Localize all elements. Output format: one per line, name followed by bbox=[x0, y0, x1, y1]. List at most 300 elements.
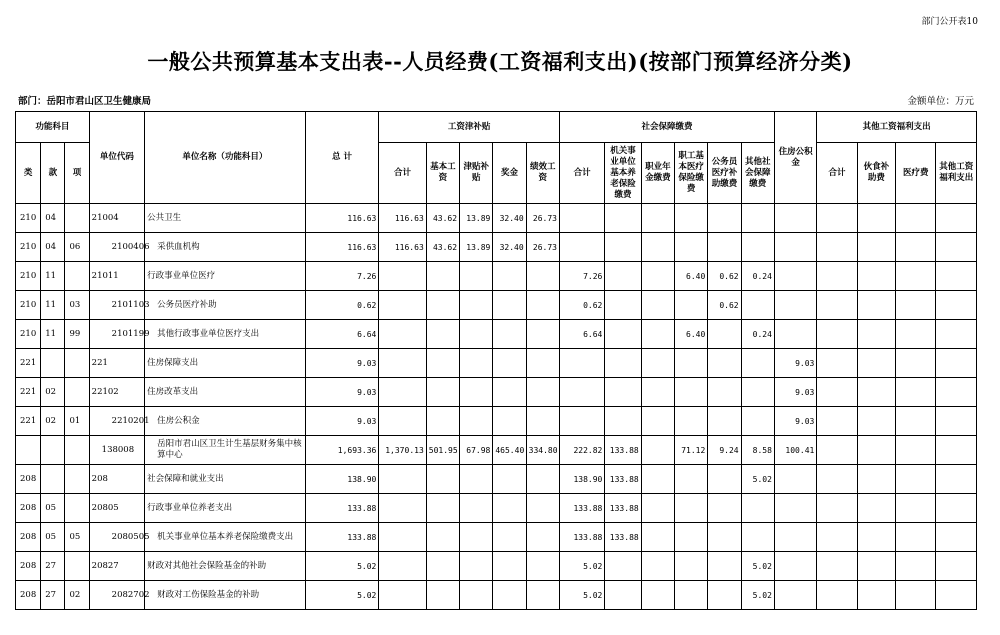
cell-kuan bbox=[41, 349, 65, 378]
cell-w-bonus: 32.40 bbox=[493, 204, 526, 233]
cell-s-other bbox=[741, 349, 774, 378]
cell-name: 岳阳市君山区卫生计生基层财务集中核算中心 bbox=[145, 436, 305, 465]
cell-s-medical bbox=[675, 407, 708, 436]
header-other-welfare: 其他工资福利支出 bbox=[936, 143, 977, 204]
cell-w-allow bbox=[460, 320, 493, 349]
cell-code: 21004 bbox=[89, 204, 145, 233]
cell-s-pension: 133.88 bbox=[605, 523, 641, 552]
cell-total: 7.26 bbox=[305, 262, 379, 291]
cell-housing bbox=[774, 291, 816, 320]
header-unit-name: 单位名称（功能科目） bbox=[145, 112, 305, 204]
cell-s-annuity bbox=[641, 407, 674, 436]
cell-o-other bbox=[936, 378, 977, 407]
cell-o-sum bbox=[817, 320, 857, 349]
cell-o-food bbox=[857, 523, 895, 552]
cell-o-food bbox=[857, 291, 895, 320]
header-performance-wage: 绩效工资 bbox=[526, 143, 559, 204]
cell-w-perf bbox=[526, 581, 559, 610]
header-civil-medical: 公务员医疗补助缴费 bbox=[708, 143, 741, 204]
cell-s-other bbox=[741, 291, 774, 320]
cell-s-sum bbox=[559, 233, 604, 262]
cell-o-med bbox=[896, 465, 936, 494]
cell-s-annuity bbox=[641, 262, 674, 291]
cell-housing: 9.03 bbox=[774, 349, 816, 378]
cell-xiang: 01 bbox=[65, 407, 89, 436]
header-food-allowance: 伙食补助费 bbox=[857, 143, 895, 204]
cell-s-sum bbox=[559, 204, 604, 233]
cell-housing bbox=[774, 204, 816, 233]
cell-kuan: 11 bbox=[41, 320, 65, 349]
cell-w-basic: 501.95 bbox=[426, 436, 459, 465]
cell-s-annuity bbox=[641, 204, 674, 233]
cell-w-perf bbox=[526, 378, 559, 407]
header-basic-wage: 基本工资 bbox=[426, 143, 459, 204]
cell-w-perf: 26.73 bbox=[526, 233, 559, 262]
cell-total: 116.63 bbox=[305, 233, 379, 262]
header-housing: 住房公积金 bbox=[774, 112, 816, 204]
cell-lei: 208 bbox=[16, 523, 41, 552]
cell-w-sum bbox=[379, 494, 426, 523]
header-bonus: 奖金 bbox=[493, 143, 526, 204]
cell-w-basic bbox=[426, 349, 459, 378]
cell-w-basic bbox=[426, 552, 459, 581]
cell-w-allow bbox=[460, 581, 493, 610]
cell-w-basic bbox=[426, 320, 459, 349]
header-other-social: 其他社会保障缴费 bbox=[741, 143, 774, 204]
cell-housing bbox=[774, 233, 816, 262]
cell-o-food bbox=[857, 436, 895, 465]
cell-s-medical: 71.12 bbox=[675, 436, 708, 465]
cell-o-food bbox=[857, 581, 895, 610]
cell-housing bbox=[774, 262, 816, 291]
cell-housing: 9.03 bbox=[774, 378, 816, 407]
table-row bbox=[16, 204, 977, 233]
cell-s-other: 5.02 bbox=[741, 465, 774, 494]
cell-lei: 208 bbox=[16, 552, 41, 581]
cell-lei: 221 bbox=[16, 407, 41, 436]
cell-o-sum bbox=[817, 523, 857, 552]
header-lei: 类 bbox=[16, 143, 41, 204]
currency-unit-label: 金额单位：万元 bbox=[907, 96, 974, 107]
cell-w-sum bbox=[379, 407, 426, 436]
header-annuity: 职业年金缴费 bbox=[641, 143, 674, 204]
cell-o-other bbox=[936, 262, 977, 291]
cell-w-perf bbox=[526, 494, 559, 523]
cell-o-sum bbox=[817, 465, 857, 494]
header-allowance: 津贴补贴 bbox=[460, 143, 493, 204]
cell-xiang bbox=[65, 552, 89, 581]
cell-kuan: 04 bbox=[41, 204, 65, 233]
cell-housing: 9.03 bbox=[774, 407, 816, 436]
cell-w-basic bbox=[426, 262, 459, 291]
cell-s-pension bbox=[605, 581, 641, 610]
cell-xiang: 03 bbox=[65, 291, 89, 320]
cell-o-other bbox=[936, 291, 977, 320]
cell-lei: 221 bbox=[16, 378, 41, 407]
cell-w-basic bbox=[426, 494, 459, 523]
cell-s-annuity bbox=[641, 378, 674, 407]
cell-o-food bbox=[857, 407, 895, 436]
cell-s-sum: 5.02 bbox=[559, 581, 604, 610]
cell-s-annuity bbox=[641, 320, 674, 349]
cell-w-allow bbox=[460, 262, 493, 291]
cell-kuan: 04 bbox=[41, 233, 65, 262]
cell-w-allow bbox=[460, 407, 493, 436]
cell-w-sum: 1,370.13 bbox=[379, 436, 426, 465]
cell-w-bonus: 465.40 bbox=[493, 436, 526, 465]
cell-s-sum: 0.62 bbox=[559, 291, 604, 320]
cell-s-sum: 7.26 bbox=[559, 262, 604, 291]
cell-o-med bbox=[896, 291, 936, 320]
cell-o-med bbox=[896, 407, 936, 436]
cell-w-bonus: 32.40 bbox=[493, 233, 526, 262]
cell-o-sum bbox=[817, 436, 857, 465]
cell-w-allow bbox=[460, 494, 493, 523]
cell-code: 2080505 bbox=[89, 523, 145, 552]
cell-name: 采供血机构 bbox=[145, 233, 305, 262]
cell-o-med bbox=[896, 320, 936, 349]
cell-s-sum: 138.90 bbox=[559, 465, 604, 494]
cell-xiang bbox=[65, 262, 89, 291]
cell-xiang: 06 bbox=[65, 233, 89, 262]
cell-o-other bbox=[936, 581, 977, 610]
cell-s-other: 8.58 bbox=[741, 436, 774, 465]
cell-name: 公务员医疗补助 bbox=[145, 291, 305, 320]
cell-o-food bbox=[857, 262, 895, 291]
cell-s-civil bbox=[708, 204, 741, 233]
header-func-subject: 功能科目 bbox=[16, 112, 90, 143]
cell-total: 9.03 bbox=[305, 349, 379, 378]
cell-w-bonus bbox=[493, 349, 526, 378]
cell-s-pension bbox=[605, 378, 641, 407]
cell-w-basic bbox=[426, 523, 459, 552]
cell-o-other bbox=[936, 494, 977, 523]
cell-xiang bbox=[65, 494, 89, 523]
cell-s-annuity bbox=[641, 523, 674, 552]
cell-w-sum bbox=[379, 262, 426, 291]
header-other-group: 其他工资福利支出 bbox=[817, 112, 977, 143]
cell-s-civil bbox=[708, 494, 741, 523]
cell-lei: 210 bbox=[16, 233, 41, 262]
table-row bbox=[16, 523, 977, 552]
cell-o-med bbox=[896, 204, 936, 233]
cell-name: 行政事业单位医疗 bbox=[145, 262, 305, 291]
cell-s-civil bbox=[708, 523, 741, 552]
cell-o-other bbox=[936, 204, 977, 233]
cell-s-medical: 6.40 bbox=[675, 320, 708, 349]
cell-s-pension bbox=[605, 291, 641, 320]
cell-s-medical bbox=[675, 581, 708, 610]
cell-s-civil bbox=[708, 465, 741, 494]
cell-lei: 210 bbox=[16, 291, 41, 320]
cell-code: 22102 bbox=[89, 378, 145, 407]
cell-xiang bbox=[65, 204, 89, 233]
cell-s-other bbox=[741, 407, 774, 436]
cell-o-other bbox=[936, 407, 977, 436]
cell-o-sum bbox=[817, 204, 857, 233]
cell-w-basic bbox=[426, 378, 459, 407]
cell-s-medical bbox=[675, 465, 708, 494]
cell-w-perf bbox=[526, 262, 559, 291]
cell-s-other bbox=[741, 378, 774, 407]
cell-total: 6.64 bbox=[305, 320, 379, 349]
cell-o-med bbox=[896, 233, 936, 262]
cell-s-sum: 222.82 bbox=[559, 436, 604, 465]
page-title: 一般公共预算基本支出表--人员经费(工资福利支出)(按部门预算经济分类) bbox=[147, 49, 853, 74]
cell-s-pension: 133.88 bbox=[605, 465, 641, 494]
cell-w-perf bbox=[526, 349, 559, 378]
cell-w-bonus bbox=[493, 465, 526, 494]
table-row bbox=[16, 436, 977, 465]
cell-s-sum bbox=[559, 378, 604, 407]
cell-housing bbox=[774, 552, 816, 581]
cell-o-sum bbox=[817, 233, 857, 262]
cell-w-perf: 26.73 bbox=[526, 204, 559, 233]
cell-code: 20805 bbox=[89, 494, 145, 523]
cell-s-annuity bbox=[641, 465, 674, 494]
cell-w-allow bbox=[460, 349, 493, 378]
cell-w-sum bbox=[379, 291, 426, 320]
cell-s-pension bbox=[605, 204, 641, 233]
cell-w-allow bbox=[460, 465, 493, 494]
cell-total: 1,693.36 bbox=[305, 436, 379, 465]
cell-kuan: 27 bbox=[41, 581, 65, 610]
cell-s-sum: 133.88 bbox=[559, 523, 604, 552]
cell-code: 221 bbox=[89, 349, 145, 378]
header-wage-group: 工资津补贴 bbox=[379, 112, 560, 143]
header-social-group: 社会保障缴费 bbox=[559, 112, 774, 143]
cell-s-pension: 133.88 bbox=[605, 494, 641, 523]
cell-w-perf bbox=[526, 552, 559, 581]
cell-o-other bbox=[936, 523, 977, 552]
cell-s-annuity bbox=[641, 552, 674, 581]
cell-kuan: 11 bbox=[41, 262, 65, 291]
cell-o-sum bbox=[817, 349, 857, 378]
cell-code: 2101103 bbox=[89, 291, 145, 320]
cell-kuan: 02 bbox=[41, 378, 65, 407]
cell-kuan bbox=[41, 436, 65, 465]
cell-w-perf bbox=[526, 465, 559, 494]
cell-s-medical bbox=[675, 204, 708, 233]
header-wage-sum: 合计 bbox=[379, 143, 426, 204]
table-body bbox=[16, 204, 977, 610]
cell-o-other bbox=[936, 465, 977, 494]
cell-w-perf: 334.80 bbox=[526, 436, 559, 465]
header-xiang: 项 bbox=[65, 143, 89, 204]
cell-w-perf bbox=[526, 407, 559, 436]
cell-s-sum: 133.88 bbox=[559, 494, 604, 523]
cell-s-other bbox=[741, 233, 774, 262]
cell-o-food bbox=[857, 378, 895, 407]
table-number-label: 部门公开表10 bbox=[921, 17, 978, 27]
cell-o-food bbox=[857, 349, 895, 378]
cell-xiang: 05 bbox=[65, 523, 89, 552]
cell-w-allow bbox=[460, 552, 493, 581]
cell-o-food bbox=[857, 465, 895, 494]
cell-w-sum bbox=[379, 465, 426, 494]
cell-lei: 210 bbox=[16, 320, 41, 349]
cell-o-sum bbox=[817, 552, 857, 581]
header-medical-fee: 医疗费 bbox=[896, 143, 936, 204]
cell-s-sum bbox=[559, 349, 604, 378]
cell-total: 0.62 bbox=[305, 291, 379, 320]
cell-total: 9.03 bbox=[305, 378, 379, 407]
cell-s-civil bbox=[708, 233, 741, 262]
table-row bbox=[16, 552, 977, 581]
cell-s-pension bbox=[605, 552, 641, 581]
header-social-sum: 合计 bbox=[559, 143, 604, 204]
cell-w-sum: 116.63 bbox=[379, 233, 426, 262]
cell-name: 其他行政事业单位医疗支出 bbox=[145, 320, 305, 349]
cell-s-medical bbox=[675, 552, 708, 581]
cell-o-med bbox=[896, 523, 936, 552]
cell-w-bonus bbox=[493, 581, 526, 610]
cell-name: 行政事业单位养老支出 bbox=[145, 494, 305, 523]
cell-o-med bbox=[896, 494, 936, 523]
cell-s-civil bbox=[708, 581, 741, 610]
cell-s-medical: 6.40 bbox=[675, 262, 708, 291]
expenditure-table bbox=[15, 111, 977, 610]
cell-o-other bbox=[936, 436, 977, 465]
cell-kuan: 11 bbox=[41, 291, 65, 320]
cell-w-allow bbox=[460, 378, 493, 407]
header-total: 总 计 bbox=[305, 112, 379, 204]
cell-total: 116.63 bbox=[305, 204, 379, 233]
cell-s-civil: 9.24 bbox=[708, 436, 741, 465]
cell-w-sum bbox=[379, 581, 426, 610]
cell-w-bonus bbox=[493, 407, 526, 436]
cell-kuan: 27 bbox=[41, 552, 65, 581]
cell-o-other bbox=[936, 552, 977, 581]
cell-s-sum: 5.02 bbox=[559, 552, 604, 581]
cell-w-basic: 43.62 bbox=[426, 204, 459, 233]
cell-w-basic: 43.62 bbox=[426, 233, 459, 262]
cell-w-bonus bbox=[493, 291, 526, 320]
cell-housing bbox=[774, 465, 816, 494]
cell-s-other bbox=[741, 204, 774, 233]
cell-total: 138.90 bbox=[305, 465, 379, 494]
cell-housing bbox=[774, 523, 816, 552]
cell-s-civil bbox=[708, 378, 741, 407]
cell-s-annuity bbox=[641, 349, 674, 378]
cell-total: 133.88 bbox=[305, 494, 379, 523]
cell-s-sum: 6.64 bbox=[559, 320, 604, 349]
cell-w-bonus bbox=[493, 262, 526, 291]
cell-s-civil bbox=[708, 320, 741, 349]
cell-code: 208 bbox=[89, 465, 145, 494]
cell-s-pension bbox=[605, 262, 641, 291]
cell-s-medical bbox=[675, 523, 708, 552]
cell-housing bbox=[774, 494, 816, 523]
table-row bbox=[16, 581, 977, 610]
cell-s-other: 5.02 bbox=[741, 581, 774, 610]
cell-name: 住房改革支出 bbox=[145, 378, 305, 407]
cell-w-perf bbox=[526, 291, 559, 320]
cell-s-civil: 0.62 bbox=[708, 291, 741, 320]
cell-w-bonus bbox=[493, 552, 526, 581]
cell-s-pension bbox=[605, 233, 641, 262]
cell-w-allow: 13.89 bbox=[460, 233, 493, 262]
table-row bbox=[16, 494, 977, 523]
cell-total: 5.02 bbox=[305, 581, 379, 610]
cell-xiang bbox=[65, 436, 89, 465]
cell-total: 5.02 bbox=[305, 552, 379, 581]
cell-o-sum bbox=[817, 494, 857, 523]
cell-o-other bbox=[936, 320, 977, 349]
cell-xiang: 02 bbox=[65, 581, 89, 610]
cell-code: 21011 bbox=[89, 262, 145, 291]
cell-w-allow: 13.89 bbox=[460, 204, 493, 233]
cell-s-sum bbox=[559, 407, 604, 436]
cell-code: 20827 bbox=[89, 552, 145, 581]
cell-code: 2100406 bbox=[89, 233, 145, 262]
cell-code: 2101199 bbox=[89, 320, 145, 349]
cell-code: 2082702 bbox=[89, 581, 145, 610]
cell-w-perf bbox=[526, 523, 559, 552]
cell-s-medical bbox=[675, 378, 708, 407]
cell-o-sum bbox=[817, 291, 857, 320]
cell-name: 公共卫生 bbox=[145, 204, 305, 233]
cell-xiang: 99 bbox=[65, 320, 89, 349]
cell-lei: 208 bbox=[16, 465, 41, 494]
cell-o-med bbox=[896, 349, 936, 378]
cell-s-annuity bbox=[641, 494, 674, 523]
cell-o-sum bbox=[817, 407, 857, 436]
table-row bbox=[16, 320, 977, 349]
cell-w-sum bbox=[379, 349, 426, 378]
cell-s-pension bbox=[605, 407, 641, 436]
cell-s-other bbox=[741, 494, 774, 523]
table-row bbox=[16, 233, 977, 262]
cell-xiang bbox=[65, 465, 89, 494]
cell-w-basic bbox=[426, 407, 459, 436]
cell-name: 机关事业单位基本养老保险缴费支出 bbox=[145, 523, 305, 552]
cell-s-pension bbox=[605, 349, 641, 378]
header-unit-code: 单位代码 bbox=[89, 112, 145, 204]
cell-s-medical bbox=[675, 494, 708, 523]
cell-name: 财政对其他社会保险基金的补助 bbox=[145, 552, 305, 581]
cell-w-sum bbox=[379, 552, 426, 581]
cell-xiang bbox=[65, 378, 89, 407]
cell-lei bbox=[16, 436, 41, 465]
cell-kuan: 05 bbox=[41, 523, 65, 552]
cell-s-other: 5.02 bbox=[741, 552, 774, 581]
cell-s-medical bbox=[675, 349, 708, 378]
cell-o-food bbox=[857, 494, 895, 523]
cell-total: 9.03 bbox=[305, 407, 379, 436]
cell-o-med bbox=[896, 378, 936, 407]
cell-w-sum bbox=[379, 523, 426, 552]
cell-housing bbox=[774, 581, 816, 610]
cell-lei: 221 bbox=[16, 349, 41, 378]
cell-o-food bbox=[857, 233, 895, 262]
department-label: 部门：岳阳市君山区卫生健康局 bbox=[18, 96, 152, 107]
cell-total: 133.88 bbox=[305, 523, 379, 552]
cell-o-sum bbox=[817, 262, 857, 291]
cell-o-other bbox=[936, 233, 977, 262]
cell-s-annuity bbox=[641, 291, 674, 320]
cell-w-bonus bbox=[493, 494, 526, 523]
cell-housing bbox=[774, 320, 816, 349]
cell-s-other bbox=[741, 523, 774, 552]
cell-w-basic bbox=[426, 581, 459, 610]
cell-w-sum: 116.63 bbox=[379, 204, 426, 233]
cell-w-basic bbox=[426, 465, 459, 494]
cell-name: 社会保障和就业支出 bbox=[145, 465, 305, 494]
cell-s-medical bbox=[675, 233, 708, 262]
cell-kuan bbox=[41, 465, 65, 494]
cell-w-sum bbox=[379, 320, 426, 349]
